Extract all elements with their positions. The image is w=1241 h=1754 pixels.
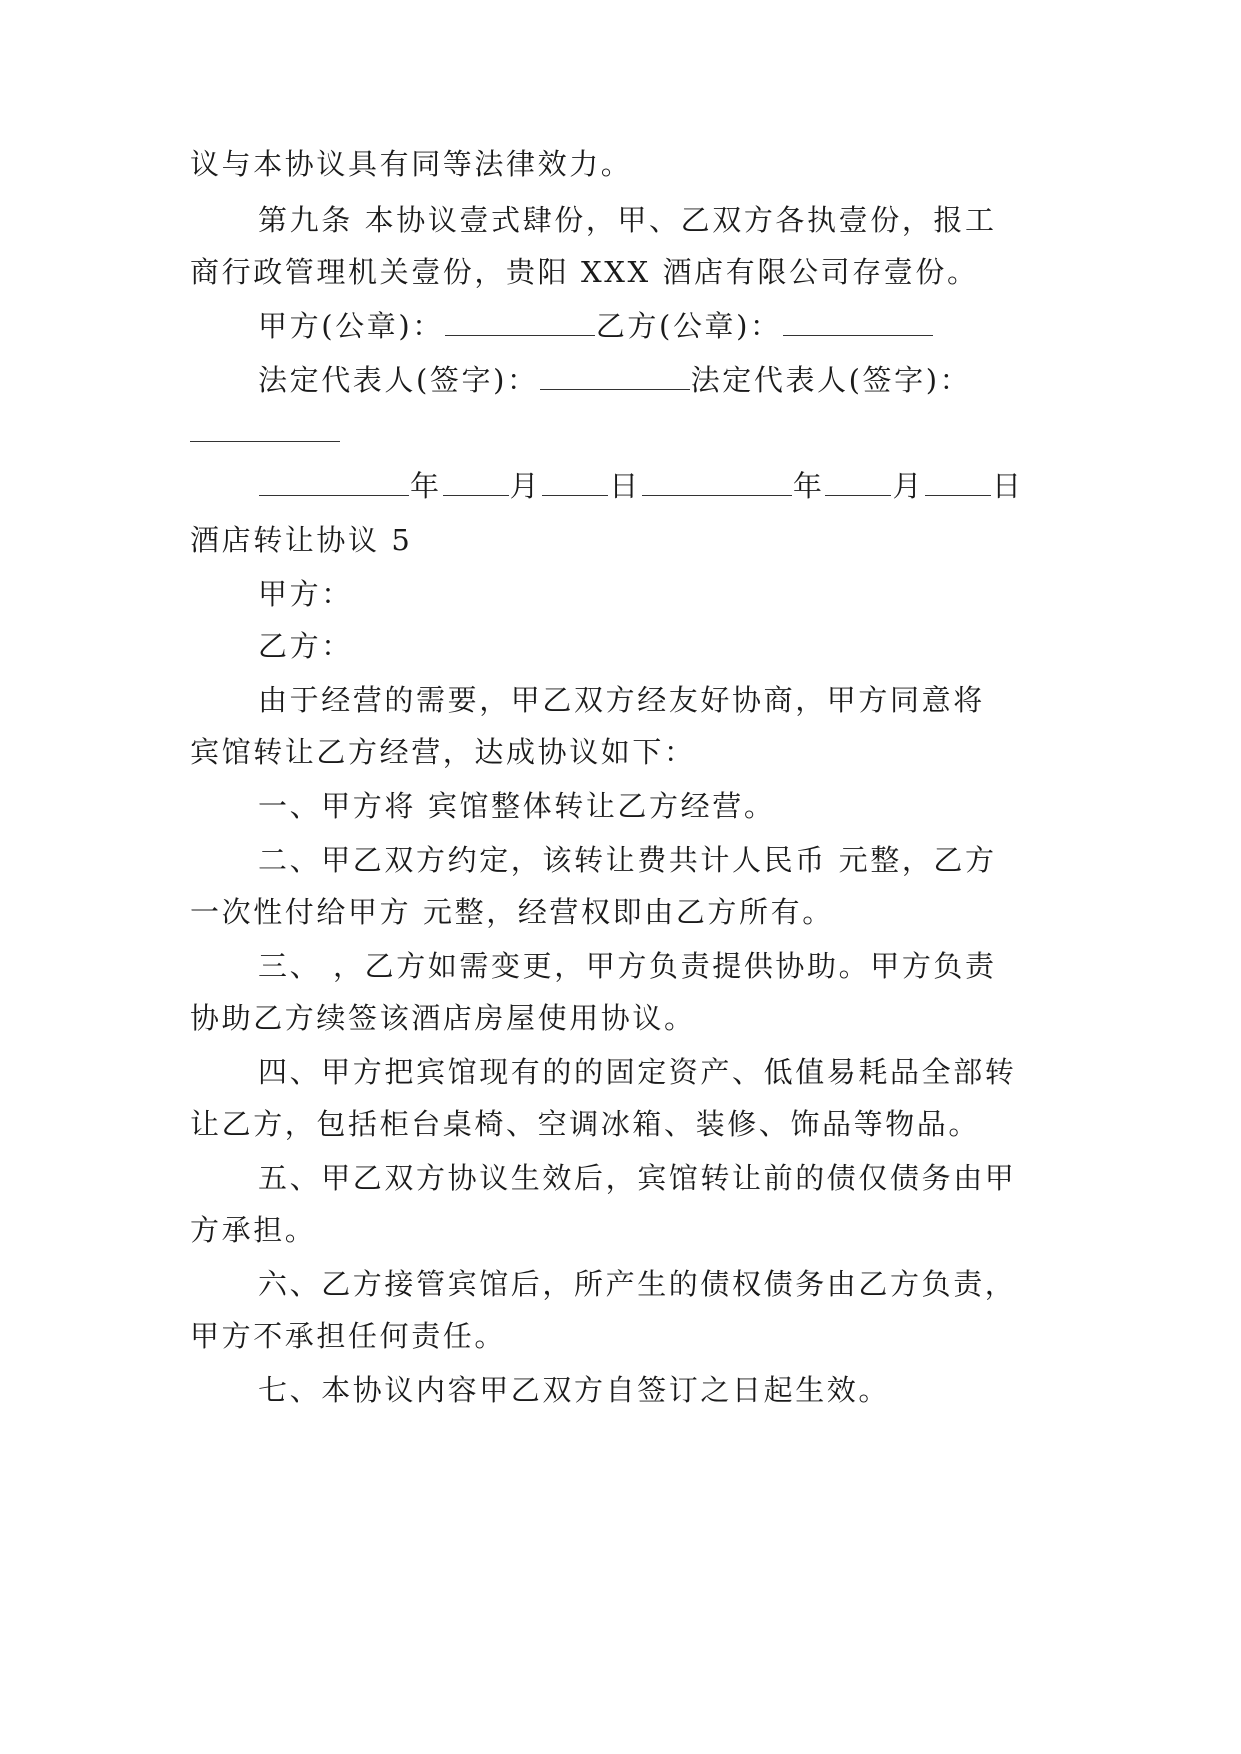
clause-four: 四、甲方把宾馆现有的的固定资产、低值易耗品全部转 xyxy=(258,1055,1017,1089)
paragraph-line: 议与本协议具有同等法律效力。 xyxy=(190,147,633,181)
party-b-label: 乙方： xyxy=(258,629,353,663)
party-a-legal-rep-label: 法定代表人(签字)： xyxy=(258,363,539,397)
clause-three: 三、 ，乙方如需变更，甲方负责提供协助。甲方负责 xyxy=(258,949,997,983)
party-a-seal-label: 甲方(公章)： xyxy=(258,309,444,343)
party-a-legal-rep-blank xyxy=(540,363,690,390)
seal-signature-row xyxy=(258,306,934,346)
legal-rep-continuation-row xyxy=(190,412,341,452)
party-b-month-blank xyxy=(825,469,891,496)
article-nine-line: 第九条 本协议壹式肆份，甲、乙双方各执壹份，报工 xyxy=(258,203,997,237)
party-b-seal-blank xyxy=(783,309,933,336)
day-label: 日 xyxy=(992,469,1024,503)
clause-six-cont: 甲方不承担任何责任。 xyxy=(190,1319,507,1353)
clause-five-cont: 方承担。 xyxy=(190,1213,317,1247)
clause-five: 五、甲乙双方协议生效后，宾馆转让前的债仅债务由甲 xyxy=(258,1161,1017,1195)
month-label: 月 xyxy=(892,469,925,503)
year-label: 年 xyxy=(792,469,825,503)
clause-two: 二、甲乙双方约定，该转让费共计人民币 元整，乙方 xyxy=(258,843,997,877)
party-a-day-blank xyxy=(542,469,608,496)
legal-rep-row xyxy=(258,360,971,400)
party-b-legal-rep-label: 法定代表人(签字)： xyxy=(690,363,972,397)
clause-six: 六、乙方接管宾馆后，所产生的债权债务由乙方负责， xyxy=(258,1267,1017,1301)
day-label: 日 xyxy=(609,469,641,503)
clause-three-cont: 协助乙方续签该酒店房屋使用协议。 xyxy=(190,1001,696,1035)
clause-four-cont: 让乙方，包括柜台桌椅、空调冰箱、装修、饰品等物品。 xyxy=(190,1107,981,1141)
intro-line: 宾馆转让乙方经营，达成协议如下： xyxy=(190,735,696,769)
party-b-seal-label: 乙方(公章)： xyxy=(595,309,782,343)
month-label: 月 xyxy=(509,469,542,503)
section-title: 酒店转让协议 5 xyxy=(190,523,413,557)
paragraph-line: 商行政管理机关壹份，贵阳 XXX 酒店有限公司存壹份。 xyxy=(190,255,979,289)
party-a-year-blank xyxy=(259,469,409,496)
party-a-seal-blank xyxy=(445,309,595,336)
party-a-month-blank xyxy=(443,469,509,496)
year-label: 年 xyxy=(410,469,442,503)
party-a-label: 甲方： xyxy=(258,577,353,611)
clause-two-cont: 一次性付给甲方 元整，经营权即由乙方所有。 xyxy=(190,895,834,929)
clause-seven: 七、本协议内容甲乙双方自签订之日起生效。 xyxy=(258,1373,891,1407)
date-row xyxy=(258,466,1024,506)
intro-line: 由于经营的需要，甲乙双方经友好协商，甲方同意将 xyxy=(258,683,985,717)
party-b-day-blank xyxy=(925,469,991,496)
clause-one: 一、甲方将 宾馆整体转让乙方经营。 xyxy=(258,789,776,823)
party-b-year-blank xyxy=(642,469,792,496)
party-b-legal-rep-blank xyxy=(190,415,340,442)
